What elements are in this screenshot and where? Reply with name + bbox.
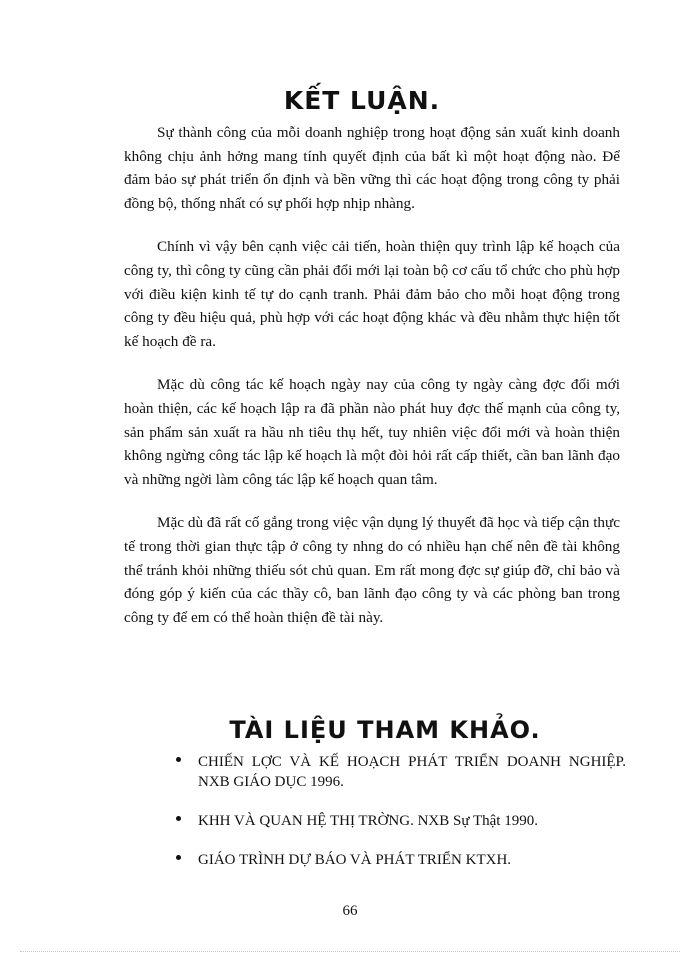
bullet-icon — [176, 757, 181, 762]
conclusion-paragraph-1: Sự thành công của mỗi doanh nghiệp trong hoạt động sản xuất kinh doanh không chịu ảnh hởng mang tính quyết định của bất kì một hoạt động nào. Để đảm bảo sự phát triển ổn định và bền vững thì các hoạt động trong công ty phải đồng bộ, thống nhất có sự phối hợp nhịp nhàng. — [124, 124, 620, 212]
conclusion-paragraph-3: Mặc dù công tác kế hoạch ngày nay của công ty ngày càng đợc đổi mới hoàn thiện, các kế hoạch lập ra đã phần nào phát huy đợc thế mạnh của công ty, sản phẩm sản xuất ra hầu nh tiêu thụ hết, tuy nhiên việc đổi mới và hoàn thiện không ngừng công tác lập kế hoạch là một đòi hỏi rất cấp thiết, cần ban lãnh đạo và những ngời làm công tác lập kế hoạch quan tâm. — [124, 376, 620, 488]
reference-text: CHIẾN LỢC VÀ KẾ HOẠCH PHÁT TRIỂN DOANH NGHIỆP. NXB GIÁO DỤC 1996. — [198, 754, 626, 790]
conclusion-heading: KẾT LUẬN. — [283, 86, 441, 115]
conclusion-paragraph-2: Chính vì vậy bên cạnh việc cải tiến, hoàn thiện quy trình lập kế hoạch của công ty, thì công ty cũng cần phải đổi mới lại toàn bộ cơ cấu tổ chức cho phù hợp với điều kiện kinh tế tự do cạnh tranh. Phải đảm bảo cho mỗi hoạt động trong công ty đều hiệu quả, phù hợp với các hoạt động khác và đều nhằm thực hiện tốt kế hoạch đề ra. — [124, 238, 620, 350]
page-number: 66 — [342, 903, 358, 919]
reference-item-2 — [176, 811, 626, 831]
reference-item-3 — [176, 850, 626, 870]
bullet-icon — [176, 855, 181, 860]
references-list — [176, 752, 626, 889]
bullet-icon — [176, 816, 181, 821]
page-bottom-divider — [20, 951, 680, 952]
reference-text: KHH VÀ QUAN HỆ THỊ TRỜNG. NXB Sự Thật 1990. — [198, 813, 538, 829]
reference-item-1 — [176, 752, 626, 792]
references-heading: TÀI LIỆU THAM KHẢO. — [229, 716, 541, 744]
reference-text: GIÁO TRÌNH DỰ BÁO VÀ PHÁT TRIỂN KTXH. — [198, 852, 512, 868]
conclusion-body — [124, 121, 620, 649]
conclusion-paragraph-4: Mặc dù đã rất cố gắng trong việc vận dụng lý thuyết đã học và tiếp cận thực tế trong thời gian thực tập ở công ty nhng do có nhiều hạn chế nên đề tài không thể tránh khỏi những thiếu sót chủ quan. Em rất mong đợc sự giúp đỡ, chỉ bảo và đóng góp ý kiến của các thầy cô, ban lãnh đạo công ty và các phòng ban trong công ty để em có thể hoàn thiện đề tài này. — [124, 514, 620, 626]
